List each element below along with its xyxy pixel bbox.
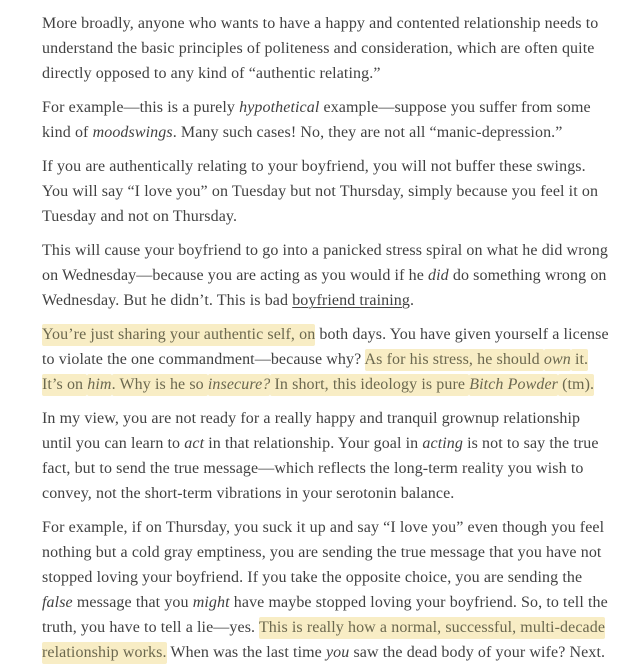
- text-line: [42, 95, 610, 120]
- paragraph: [42, 11, 610, 86]
- highlighted-text: him: [87, 374, 111, 396]
- text-run: understand the basic principles of politeness and consideration, which are often quite: [42, 40, 595, 57]
- text-run: This will cause your boyfriend to go into a panicked stress spiral on what he did wrong: [42, 242, 608, 259]
- text-run: Wednesday. But he didn’t. This is bad: [42, 292, 293, 309]
- text-line: [42, 540, 610, 565]
- highlighted-text: insecure?: [208, 374, 271, 396]
- text-run: nothing but a cold gray emptiness, you are sending the true message that you have not: [42, 544, 602, 561]
- text-line: [42, 61, 610, 86]
- text-line: [42, 204, 610, 229]
- highlighted-text: own: [544, 349, 571, 371]
- text-run: message that you: [72, 594, 193, 611]
- text-run: do something wrong on: [448, 267, 607, 284]
- text-run: For example, if on Thursday, you suck it up and say “I love you” even though you feel: [42, 519, 605, 536]
- text-run: to violate the one commandment—because why?: [42, 351, 365, 368]
- text-run: saw the dead body of your wife? Next.: [349, 644, 606, 661]
- text-run: might: [192, 594, 230, 611]
- text-line: [42, 179, 610, 204]
- text-line: [42, 36, 610, 61]
- text-run: More broadly, anyone who wants to have a happy and contented relationship needs to: [42, 15, 599, 32]
- text-line: [42, 481, 610, 506]
- text-run: both days. You have given yourself a license: [315, 326, 609, 343]
- paragraph: [42, 322, 610, 397]
- text-line: [42, 406, 610, 431]
- paragraph: [42, 238, 610, 313]
- text-line: [42, 565, 610, 590]
- paragraph: [42, 406, 610, 506]
- text-run: have maybe stopped loving your boyfriend. So, to tell the: [229, 594, 608, 611]
- text-run: directly opposed to any kind of “authentic relating.”: [42, 65, 381, 82]
- text-run: convey, not the short-term vibrations in your serotonin balance.: [42, 485, 455, 502]
- text-line: [42, 347, 610, 372]
- text-line: [42, 263, 610, 288]
- text-run: is not to say the true: [462, 435, 599, 452]
- text-run: on Wednesday—because you are acting as you would if he: [42, 267, 429, 284]
- text-run: kind of: [42, 124, 93, 141]
- text-run: fact, but to send the true message—which reflects the long-term reality you wish to: [42, 460, 584, 477]
- highlighted-text: (tm).: [558, 374, 594, 396]
- text-run: You will say “I love you” on Tuesday but not Thursday, simply because you feel it on: [42, 183, 599, 200]
- paragraph: [42, 154, 610, 229]
- text-line: [42, 615, 610, 640]
- text-run: If you are authentically relating to your boyfriend, you will not buffer these swings.: [42, 158, 586, 175]
- text-line: [42, 372, 610, 397]
- highlighted-text: As for his stress, he should: [365, 349, 544, 371]
- text-run: in that relationship. Your goal in: [204, 435, 423, 452]
- text-line: [42, 640, 610, 665]
- text-line: [42, 120, 610, 145]
- text-line: [42, 154, 610, 179]
- text-line: [42, 431, 610, 456]
- highlighted-text: relationship works.: [42, 642, 167, 664]
- highlighted-text: This is really how a normal, successful, multi-decade: [259, 617, 605, 639]
- text-line: [42, 288, 610, 313]
- text-run: truth, you have to tell a lie—yes.: [42, 619, 259, 636]
- text-run: . Many such cases! No, they are not all “manic-depression.”: [172, 124, 563, 141]
- paragraph: [42, 515, 610, 665]
- highlighted-text: It’s on: [42, 374, 87, 396]
- text-run: hypothetical: [239, 99, 320, 116]
- highlighted-text: . Why is he so: [112, 374, 208, 396]
- text-run: until you can learn to: [42, 435, 185, 452]
- text-run: .: [409, 292, 415, 309]
- text-run: acting: [422, 435, 463, 452]
- text-run: In my view, you are not ready for a really happy and tranquil grownup relationship: [42, 410, 581, 427]
- text-line: [42, 238, 610, 263]
- text-run: example—suppose you suffer from some: [319, 99, 591, 116]
- highlighted-text: Bitch Powder: [469, 374, 558, 396]
- text-run: you: [325, 644, 350, 661]
- text-run: act: [184, 435, 205, 452]
- text-line: [42, 322, 610, 347]
- highlighted-text: You’re just sharing your authentic self, on: [42, 324, 315, 346]
- link[interactable]: boyfriend training: [292, 292, 410, 309]
- text-run: For example—this is a purely: [42, 99, 240, 116]
- text-line: [42, 11, 610, 36]
- text-run: When was the last time: [166, 644, 326, 661]
- highlighted-text: In short, this ideology is pure: [270, 374, 469, 396]
- text-line: [42, 515, 610, 540]
- text-line: [42, 590, 610, 615]
- highlighted-text: it.: [571, 349, 588, 371]
- text-run: did: [428, 267, 449, 284]
- text-run: false: [42, 594, 73, 611]
- paragraph: [42, 95, 610, 145]
- text-run: Tuesday and not on Thursday.: [42, 208, 238, 225]
- text-run: stopped loving your boyfriend. If you take the opposite choice, you are sending the: [42, 569, 583, 586]
- text-run: moodswings: [92, 124, 173, 141]
- text-line: [42, 456, 610, 481]
